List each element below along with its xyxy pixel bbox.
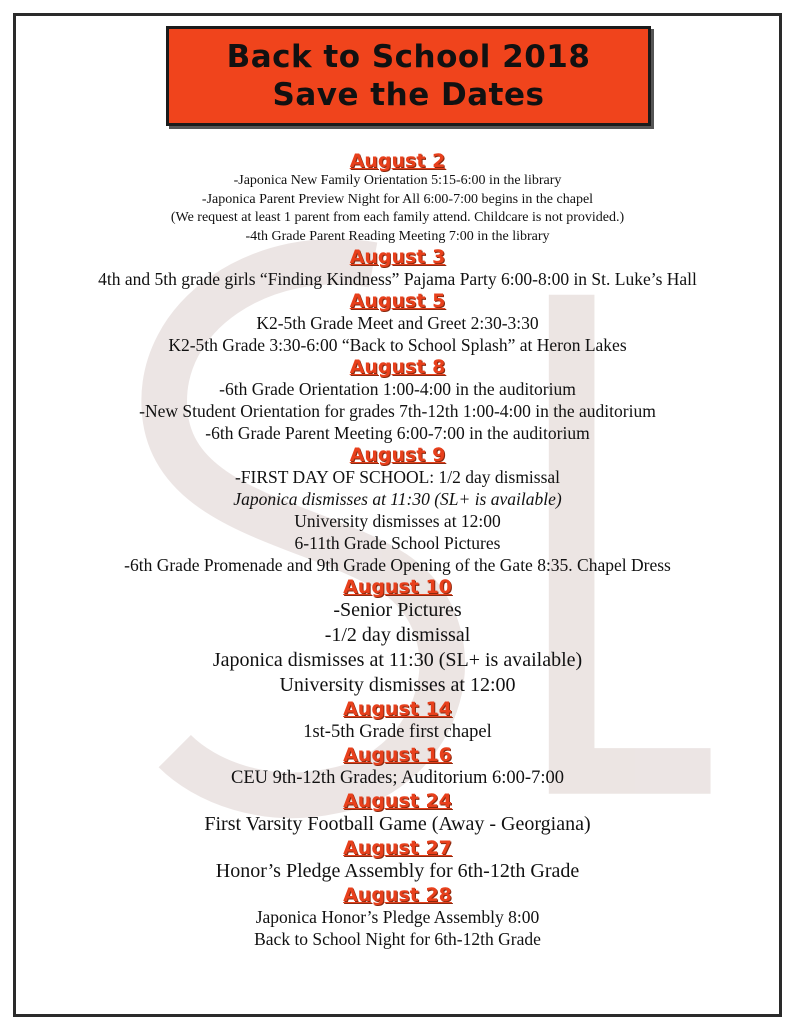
event-line: Japonica dismisses at 11:30 (SL+ is available) — [233, 489, 562, 509]
event-line: K2-5th Grade Meet and Greet 2:30-3:30 — [256, 313, 539, 333]
date-heading: August 28 — [343, 884, 452, 906]
event-section — [16, 576, 779, 698]
event-section — [16, 884, 779, 950]
event-line: Honor’s Pledge Assembly for 6th-12th Grade — [215, 860, 580, 882]
date-heading: August 14 — [343, 698, 452, 720]
date-heading: August 9 — [349, 444, 446, 466]
date-heading: August 3 — [349, 246, 446, 268]
banner-subtitle: Save the Dates — [272, 77, 545, 113]
event-line: -4th Grade Parent Reading Meeting 7:00 in the library — [245, 228, 550, 244]
date-heading: August 27 — [343, 837, 452, 859]
event-line: Back to School Night for 6th-12th Grade — [254, 929, 541, 949]
date-heading: August 2 — [349, 150, 446, 172]
event-line: Japonica Honor’s Pledge Assembly 8:00 — [255, 907, 540, 927]
event-line: 1st-5th Grade first chapel — [303, 722, 492, 742]
date-heading: August 24 — [343, 790, 452, 812]
event-line: -New Student Orientation for grades 7th-12th 1:00-4:00 in the auditorium — [139, 401, 656, 421]
event-line: University dismisses at 12:00 — [279, 674, 516, 696]
event-line: Japonica dismisses at 11:30 (SL+ is available) — [212, 649, 583, 671]
date-heading: August 8 — [349, 356, 446, 378]
event-line: -6th Grade Orientation 1:00-4:00 in the auditorium — [219, 379, 576, 399]
event-line: -Senior Pictures — [333, 599, 462, 621]
event-section — [16, 246, 779, 290]
event-list — [16, 150, 779, 950]
event-line: University dismisses at 12:00 — [294, 511, 501, 531]
event-section — [16, 356, 779, 444]
event-line: CEU 9th-12th Grades; Auditorium 6:00-7:00 — [231, 768, 564, 788]
event-line: -6th Grade Parent Meeting 6:00-7:00 in the auditorium — [205, 423, 590, 443]
event-section — [16, 290, 779, 356]
title-banner — [166, 26, 651, 126]
event-line: 4th and 5th grade girls “Finding Kindness” Pajama Party 6:00-8:00 in St. Luke’s Hall — [98, 269, 697, 289]
event-section — [16, 744, 779, 790]
event-line: -6th Grade Promenade and 9th Grade Opening of the Gate 8:35. Chapel Dress — [124, 555, 671, 575]
banner-title: Back to School 2018 — [226, 39, 591, 75]
event-section — [16, 150, 779, 246]
event-section — [16, 837, 779, 884]
event-line: K2-5th Grade 3:30-6:00 “Back to School Splash” at Heron Lakes — [168, 335, 627, 355]
event-section — [16, 698, 779, 744]
event-section — [16, 444, 779, 576]
event-line: 6-11th Grade School Pictures — [294, 533, 501, 553]
event-line: -FIRST DAY OF SCHOOL: 1/2 day dismissal — [234, 467, 561, 487]
event-section — [16, 790, 779, 837]
date-heading: August 5 — [349, 290, 446, 312]
flyer-page — [13, 13, 782, 1017]
event-line: (We request at least 1 parent from each family attend. Childcare is not provided.) — [170, 210, 625, 225]
event-line: -1/2 day dismissal — [324, 624, 471, 646]
date-heading: August 16 — [343, 744, 452, 766]
event-line: -Japonica Parent Preview Night for All 6:00-7:00 begins in the chapel — [201, 191, 594, 207]
date-heading: August 10 — [343, 576, 452, 598]
event-line: First Varsity Football Game (Away - Georgiana) — [204, 813, 591, 835]
event-line: -Japonica New Family Orientation 5:15-6:00 in the library — [233, 173, 562, 188]
